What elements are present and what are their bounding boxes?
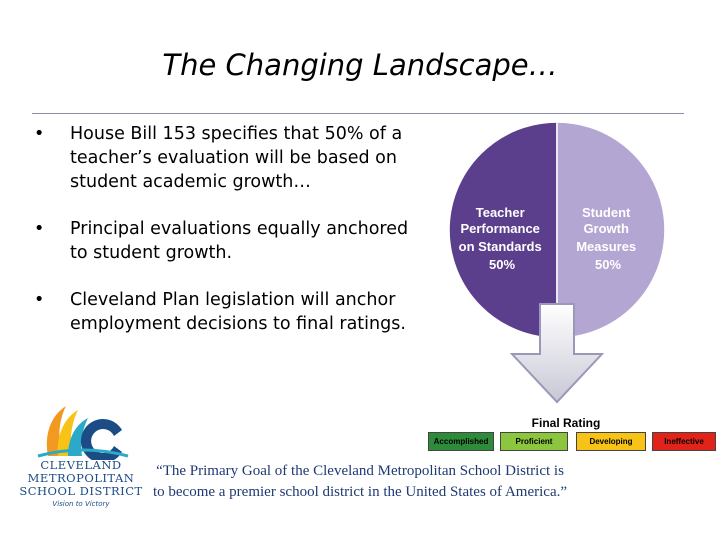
bullet-dot: • (34, 219, 45, 239)
rating-accomplished: Accomplished (428, 432, 494, 451)
bullet-text: Principal evaluations equally anchored to student growth. (70, 219, 409, 263)
bullet-text: House Bill 153 specifies that 50% of a teacher’s evaluation will be based on student academic growth… (70, 124, 403, 192)
pie-label-student-growth: Student Growth Measures 50% (576, 205, 637, 272)
logo-line-metropolitan: METROPOLITAN (27, 471, 135, 485)
logo-line-cleveland: CLEVELAND (40, 458, 122, 472)
bullet-dot: • (34, 124, 45, 144)
pie-label-teacher-performance: Teacher Performance on Standards 50% (458, 205, 542, 272)
bullet-text: Cleveland Plan legislation will anchor employment decisions to final ratings. (70, 290, 406, 334)
logo-tagline: Vision to Victory (52, 500, 110, 508)
mission-quote: “The Primary Goal of the Cleveland Metropolitan School District is to become a premier school district in the United States of America.” (152, 463, 568, 500)
bullet-dot: • (34, 290, 45, 310)
bullet-item (30, 288, 430, 336)
rating-developing: Developing (576, 432, 646, 451)
bullet-item (30, 122, 430, 194)
slide-title: The Changing Landscape… (162, 48, 558, 82)
cmsd-logo-mark-icon (8, 400, 158, 460)
bullet-item (30, 217, 430, 265)
logo-line-school-district: SCHOOL DISTRICT (19, 484, 143, 498)
rating-proficient: Proficient (500, 432, 568, 451)
rating-ineffective: Ineffective (652, 432, 716, 451)
pie-svg (430, 106, 720, 416)
evaluation-pie-chart (430, 106, 720, 416)
bullet-list (30, 122, 430, 359)
final-rating-label: Final Rating (531, 416, 601, 430)
